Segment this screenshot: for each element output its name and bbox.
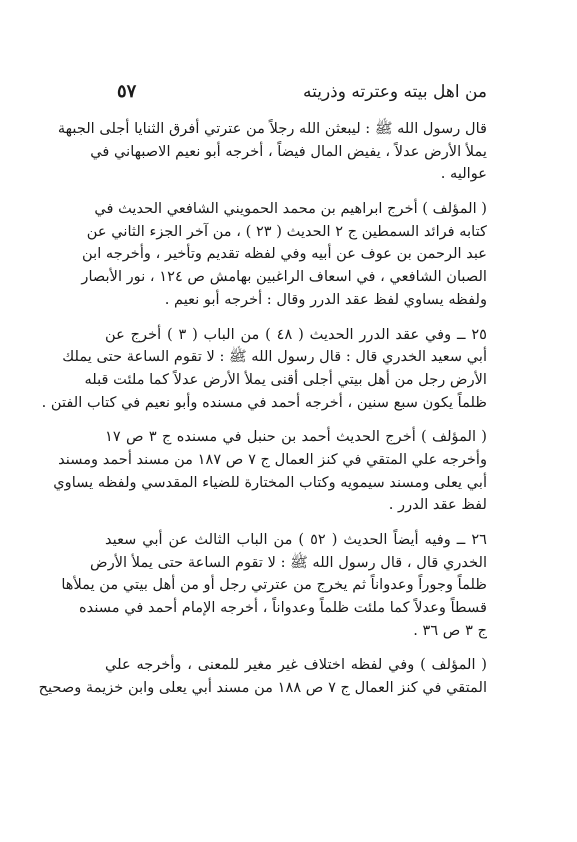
text-line: أبي يعلى ومسند سيمويه وكتاب المختارة للضياء المقدسي ولفظه يساوي bbox=[53, 473, 487, 491]
text-line: قال رسول الله ﷺ : ليبعثن الله رجلاً من عترتي أفرق الثنايا أجلى الجبهة bbox=[57, 120, 487, 137]
text-line: ج ٣ ص ٣٦ . bbox=[413, 621, 487, 639]
text-line: ظلماً يكون سبع سنين ، أخرجه أحمد في مسنده وأبو نعيم في كتاب الفتن . bbox=[41, 393, 487, 411]
paragraph bbox=[81, 198, 487, 311]
running-title: من اهل بيته وعترته وذريته bbox=[302, 82, 487, 102]
paragraph bbox=[41, 324, 487, 415]
body-text bbox=[38, 118, 488, 712]
text-line: ( المؤلف ) أخرج ابراهيم بن محمد الحمويني الشافعي الحديث في bbox=[94, 200, 487, 218]
text-line: ( المؤلف ) وفي لفظه اختلاف غير مغير للمعنى ، وأخرجه علي bbox=[105, 656, 487, 674]
text-line: الأرض رجل من أهل بيتي أجلى أقنى يملأ الأرض عدلاً كما ملئت قبله bbox=[84, 370, 487, 388]
text-line: يملأ الأرض عدلاً ، يفيض المال فيضاً ، أخرجه أبو نعيم الاصبهاني في bbox=[90, 142, 487, 160]
paragraph bbox=[53, 426, 488, 517]
text-line: لفظ عقد الدرر . bbox=[388, 496, 487, 514]
text-line: عواليه . bbox=[440, 165, 487, 183]
paragraph bbox=[38, 654, 487, 699]
text-line: المتقي في كنز العمال ج ٧ ص ١٨٨ من مسند أبي يعلى وابن خزيمة وصحيح bbox=[38, 679, 487, 697]
text-line: ٢٦ ــ وفيه أيضاً الحديث ( ٥٢ ) من الباب الثالث عن أبي سعيد bbox=[105, 531, 487, 548]
text-line: الصبان الشافعي ، في اسعاف الراغبين بهامش ص ١٢٤ ، نور الأبصار bbox=[81, 268, 487, 286]
page-header bbox=[117, 80, 487, 106]
text-line: ظلماً وجوراً وعدواناً ثم يخرج من عترتي رجل أو من أهل بيتي من يملأها bbox=[61, 576, 487, 594]
text-line: الخدري قال ، قال رسول الله ﷺ : لا تقوم الساعة حتى يملأ الأرض bbox=[90, 553, 487, 571]
text-line: عبد الرحمن بن عوف عن أبيه وفي لفظه تقديم وتأخير ، وأخرجه ابن bbox=[82, 245, 487, 263]
text-line: ( المؤلف ) أخرج الحديث أحمد بن حنبل في مسنده ج ٣ ص ١٧ bbox=[105, 428, 488, 446]
text-line: وأخرجه علي المتقي في كنز العمال ج ٧ ص ١٨٧ من مسند أحمد ومسند bbox=[58, 450, 487, 468]
paragraph bbox=[61, 529, 487, 642]
page-number: ٥٧ bbox=[117, 81, 137, 102]
text-line: قسطاً وعدلاً كما ملئت ظلماً وعدواناً ، أخرجه الإمام أحمد في مسنده bbox=[79, 599, 487, 617]
text-line: أبي سعيد الخدري قال : قال رسول الله ﷺ : لا تقوم الساعة حتى يملك bbox=[62, 348, 487, 366]
paragraph bbox=[57, 118, 487, 186]
text-line: ٢٥ ــ وفي عقد الدرر الحديث ( ٤٨ ) من الباب ( ٣ ) أخرج عن bbox=[105, 325, 487, 343]
text-line: كتابه فرائد السمطين ج ٢ الحديث ( ٢٣ ) ، من آخر الجزء الثاني عن bbox=[86, 222, 487, 240]
text-line: ولفظه يساوي لفظ عقد الدرر وقال : أخرجه أبو نعيم . bbox=[164, 290, 487, 308]
